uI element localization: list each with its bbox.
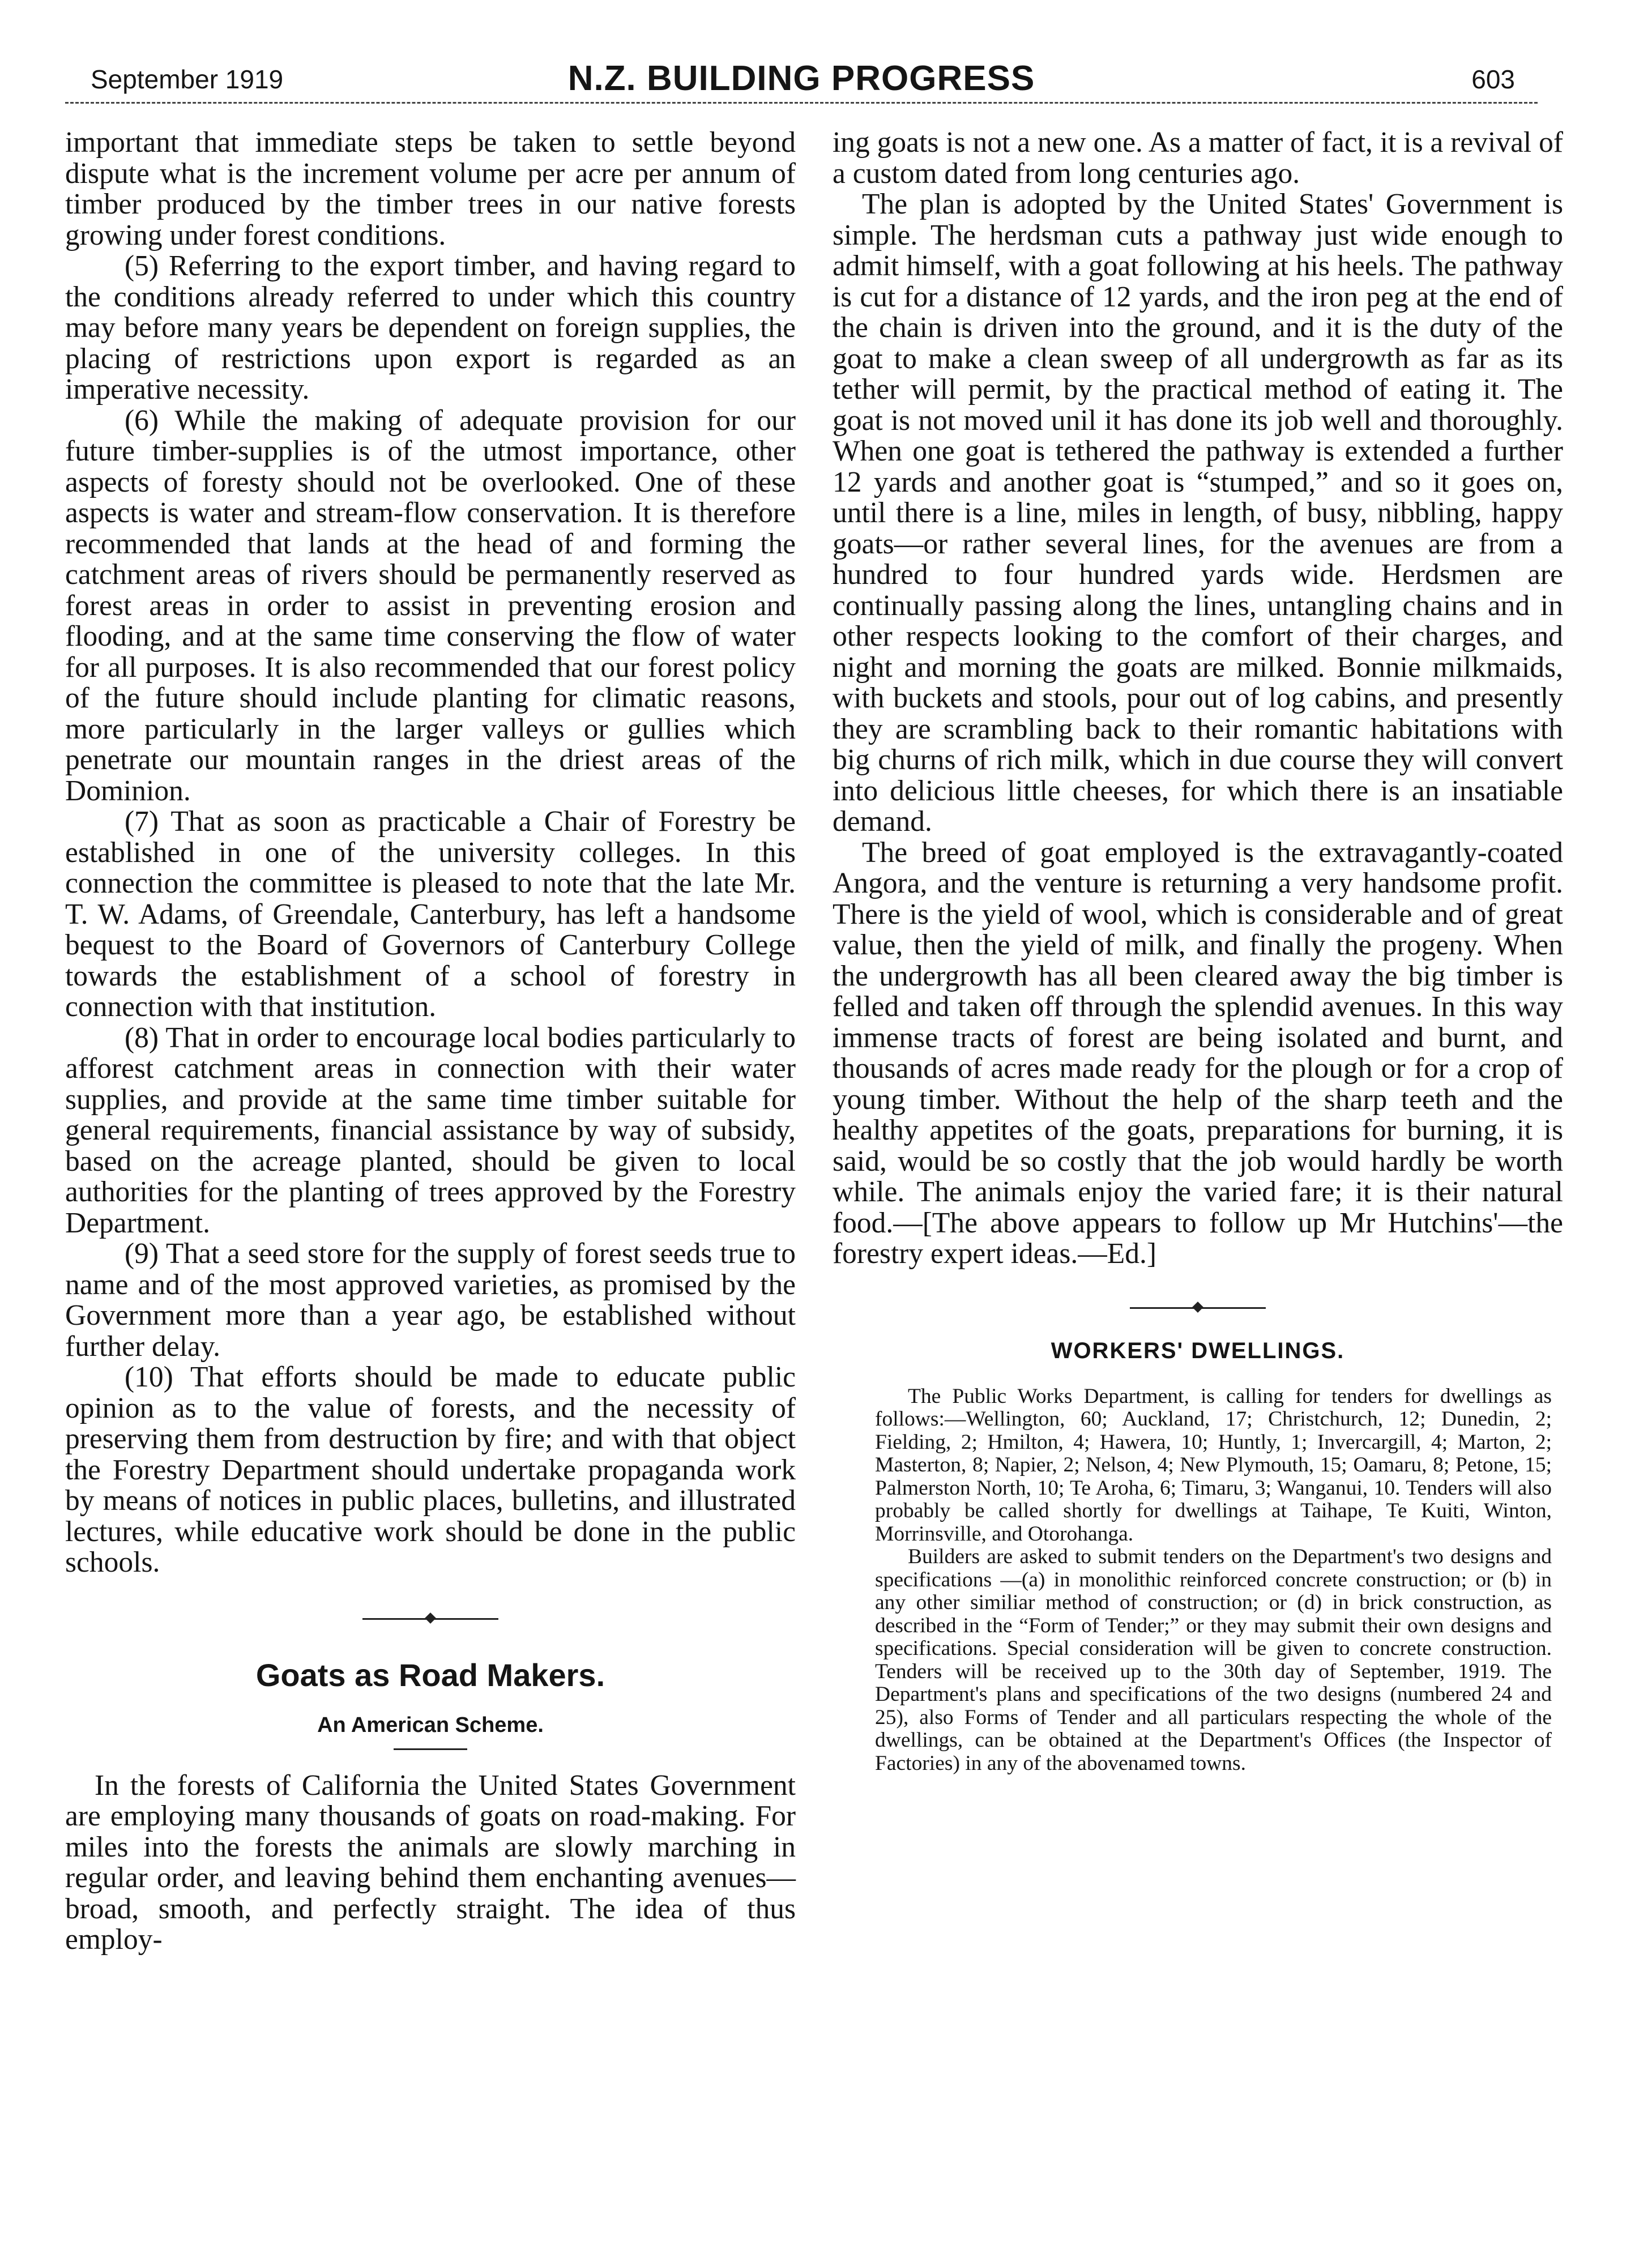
section-divider-ornament — [362, 1608, 498, 1631]
issue-date: September 1919 — [91, 65, 284, 94]
right-column — [833, 127, 1563, 1775]
forestry-paragraph-7: (7) That as soon as practicable a Chair of Forestry be established in one of the university colleges. In this connection the committee is pleased to note that the late Mr. T. W. Adams, of Greendale, Canterbury, has left a handsome bequest to the Board of Governors of Canterbury College towards the establishment of a school of forestry in connection with that institution. — [65, 805, 796, 1023]
goats-plan-paragraph: The plan is adopted by the United States' Government is simple. The herdsman cuts a pathway just wide enough to admit himself, with a goat following at his heels. The pathway is cut for a distance of 12 yards, and the iron peg at the end of the chain is driven into the ground, and it is the duty of the goat to make a clean sweep of all undergrowth as far as its tether will permit, by the practical method of eating it. The goat is not moved unil it has done its job well and thoroughly. When one goat is tethered the pathway is extended a further 12 yards and another goat is “stumped,” and so it goes on, until there is a line, miles in length, of busy, nibbling, happy goats—or rather several lines, for the avenues are from a hundred to four hundred yards wide. Herdsmen are continually passing along the lines, untangling chains and in other respects looking to the comfort of their charges, and night and morning the goats are milked. Bonnie milkmaids, with buckets and stools, pour out of log cabins, and presently they are scrambling back to their romantic habitations with big churns of rich milk, which in due course they will convert into delicious little cheeses, for which there is an insatiable demand. — [833, 188, 1563, 838]
forestry-paragraph-10: (10) That efforts should be made to educate public opinion as to the value of forests, and the necessity of preserving them from destruction by fire; and with that object the Forestry Department should undertake propaganda work by means of notices in public places, bulletins, and illustrated lectures, while educative work should be done in the public schools. — [65, 1361, 796, 1578]
goats-continued-paragraph: ing goats is not a new one. As a matter of fact, it is a revival of a custom dated from long centuries ago. — [833, 126, 1564, 190]
builders-paragraph: Builders are asked to submit tenders on the Department's two designs and specifications —(a) in monolithic reinforced concrete construction; or (b) in any other similiar method of construction; or (d) in brick construction, as described in the “Form of Tender;” or they may submit their own designs and specifications. Special consideration will be given to concrete construction. Tenders will be received up to the 30th day of September, 1919. The Department's plans and specifications of the two designs (numbered 24 and 25), also Forms of Tender and all particulars respecting the whole of the dwellings, can be obtained at the Department's Offices (the Inspector of Factories) in any of the abovenamed towns. — [875, 1545, 1552, 1775]
publication-title: N.Z. BUILDING PROGRESS — [567, 59, 1035, 98]
section-divider-ornament — [1130, 1297, 1266, 1320]
workers-dwellings-notice — [833, 1385, 1563, 1776]
tenders-paragraph: The Public Works Department, is calling for tenders for dwellings as follows:—Wellington, 60; Auckland, 17; Christchurch, 12; Dunedin, 2; Fielding, 2; Hmilton, 4; Hawera, 10; Huntly, 1; Invercargill, 4; Marton, 2; Masterton, 8; Napier, 2; Nelson, 4; New Plymouth, 15; Oamaru, 8; Petone, 15; Palmerston North, 10; Te Aroha, 6; Timaru, 3; Wanganui, 10. Tenders will also probably be called shortly for dwellings at Taihape, Te Kuiti, Winton, Morrinsville, and Otorohanga. — [875, 1384, 1552, 1546]
forestry-paragraph-5: (5) Referring to the export timber, and having regard to the conditions already referred to under which this country may before many years be dependent on foreign supplies, the placing of restrictions upon export is regarded as an imperative necessity. — [65, 250, 796, 406]
page-number: 603 — [1471, 65, 1515, 94]
workers-dwellings-heading: WORKERS' DWELLINGS. — [1051, 1338, 1345, 1363]
divider-diamond — [425, 1612, 436, 1624]
forestry-paragraph-6: (6) While the making of adequate provision for our future timber-supplies is of the utmost importance, other aspects of foresty should not be overlooked. One of these aspects is water and stream-flow conservation. It is therefore recommended that lands at the head of and forming the catchment areas of rivers should be permanently reserved as forest areas in order to assist in preventing erosion and flooding, and at the same time conserving the flow of water for all purposes. It is also recommended that our forest policy of the future should include planting for climatic reasons, more particularly in the larger valleys or gullies which penetrate our mountain ranges in the driest areas of the Dominion. — [65, 404, 796, 807]
left-column — [65, 127, 796, 1956]
forestry-paragraph-8: (8) That in order to encourage local bodies particularly to afforest catchment areas in connection with their water supplies, and provide at the same time timber suitable for general requirements, financial assistance by way of subsidy, based on the acreage planted, should be given to local authorities for the planting of trees approved by the Forestry Department. — [65, 1021, 796, 1239]
goats-article-subheadline: An American Scheme. — [317, 1713, 544, 1737]
goats-article-body: In the forests of California the United States Government are employing many thousands of goats on road-making. For miles into the forests the animals are slowly marching in regular order, and leaving behind them enchanting avenues—broad, smooth, and perfectly straight. The idea of thus employ- — [65, 1769, 796, 1956]
header-rule — [65, 102, 1538, 104]
forestry-paragraph-continued: important that immediate steps be taken to settle beyond dispute what is the increment volume per acre per annum of timber produced by the timber trees in our native forests growing under forest conditions. — [65, 126, 796, 251]
divider-diamond — [1192, 1302, 1203, 1313]
goats-article-headline: Goats as Road Makers. — [255, 1657, 605, 1693]
subheadline-rule — [394, 1748, 467, 1750]
forestry-paragraph-9: (9) That a seed store for the supply of forest seeds true to name and of the most approved varieties, as promised by the Government more than a year ago, be established without further delay. — [65, 1238, 796, 1363]
goats-breed-paragraph: The breed of goat employed is the extravagantly-coated Angora, and the venture is returning a very handsome profit. There is the yield of wool, which is considerable and of great value, then the yield of milk, and finally the progeny. When the undergrowth has all been cleared away the big timber is felled and taken off through the splendid avenues. In this way immense tracts of forest are being isolated and burnt, and thousands of acres made ready for the plough or for a crop of young timber. Without the help of the sharp teeth and the healthy appetites of the goats, preparations for burning, it is said, would be so costly that the job would hardly be worth while. The animals enjoy the varied fare; it is their natural food.—[The above appears to follow up Mr Hutchins'—the forestry expert ideas.—Ed.] — [833, 836, 1563, 1270]
running-header — [65, 54, 1538, 105]
